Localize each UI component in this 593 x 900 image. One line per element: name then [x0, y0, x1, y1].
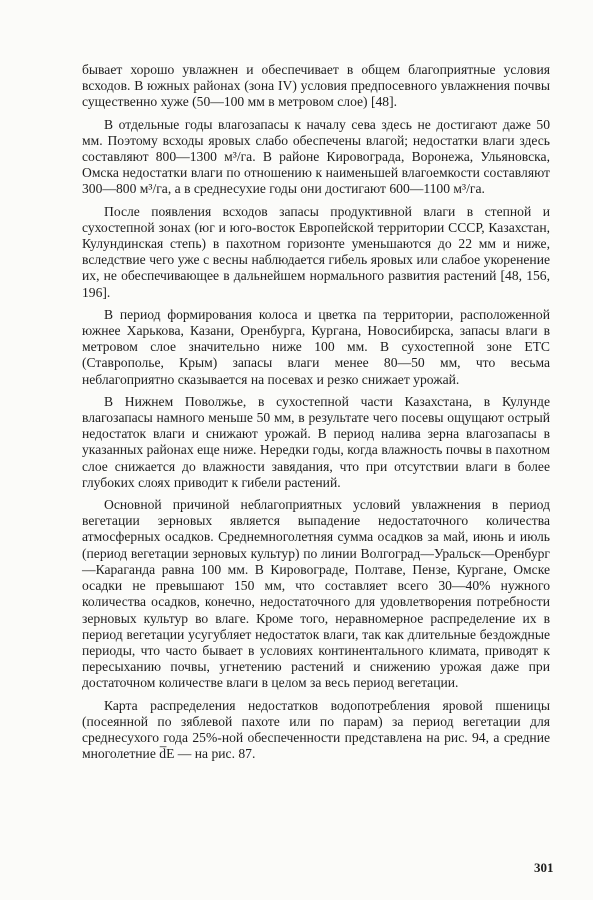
paragraph-3: После появления всходов запасы продуктивной влаги в степной и сухостепной зонах (юг и юго-восток Европейской территории СССР, Казахстан, Кулундинская степь) в пахотном горизонте уменьшаются до 22 мм и ниже, вследствие чего уже с весны наблюдается гибель яровых или слабое укоренение их, не обеспечивающее в дальнейшем нормального развития растений [48, 156, 196].: [82, 203, 550, 300]
paragraph-4: В период формирования колоса и цветка па территории, расположенной южнее Харькова, Казани, Оренбурга, Кургана, Новосибирска, запасы влаги в метровом слое значительно ниже 100 мм. В сухостепной зоне ЕТС (Ставрополье, Крым) запасы влаги менее 80—50 мм, что весьма неблагоприятно сказывается на посевах и резко снижает урожай.: [82, 306, 550, 387]
paragraph-1: бывает хорошо увлажнен и обеспечивает в общем благоприятные условия всходов. В южных районах (зона IV) условия предпосевного увлажнения почвы существенно хуже (50—100 мм в метровом слое) [48].: [82, 62, 550, 110]
paragraph-2: В отдельные годы влагозапасы к началу сева здесь не достигают даже 50 мм. Поэтому всходы яровых слабо обеспечены влагой; недостатки влаги здесь составляют 800—1300 м³/га. В районе Кировограда, Воронежа, Ульяновска, Омска недостатки влаги по отношению к наименьшей влагоемкости составляют 300—800 м³/га, а в среднесухие годы они достигают 600—1100 м³/га.: [82, 116, 550, 197]
paragraph-6: Основной причиной неблагоприятных условий увлажнения в период вегетации зерновых является выпадение недостаточного количества атмосферных осадков. Среднемноголетняя сумма осадков за май, июнь и июль (период вегетации зерновых культур) по линии Волгоград—Уральск—Оренбург—Караганда равна 100 мм. В Кировограде, Полтаве, Пензе, Кургане, Омске осадки не превышают 150 мм, что составляет всего 30—40% нужного количества осадков, конечно, недостаточного для удовлетворения потребности зерновых культур во влаге. Кроме того, неравномерное распределение их в период вегетации усугубляет недостаток влаги, так как длительные бездождные периоды, что часто бывает в условиях континентального климата, приводят к пересыханию почвы, угнетению растений и снижению урожая даже при достаточном количестве влаги в целом за весь период вегетации.: [82, 497, 550, 691]
paragraph-7: Карта распределения недостатков водопотребления яровой пшеницы (посеянной по зяблевой пахоте или по парам) за период вегетации для среднесухого года 25%-ной обеспеченности представлена на рис. 94, а средние многолетние d̅E — на рис. 87.: [82, 697, 550, 762]
page-number: 301: [534, 860, 554, 875]
paragraph-5: В Нижнем Поволжье, в сухостепной части Казахстана, в Кулунде влагозапасы намного меньше 50 мм, в результате чего посевы ощущают острый недостаток влаги и снижают урожай. В период налива зерна влагозапасы в указанных районах еще ниже. Нередки годы, когда влажность почвы в пахотном слое снижается до влажности завядания, что при отсутствии влаги в более глубоких слоях приводит к гибели растений.: [82, 393, 550, 490]
body-text: [82, 62, 550, 768]
